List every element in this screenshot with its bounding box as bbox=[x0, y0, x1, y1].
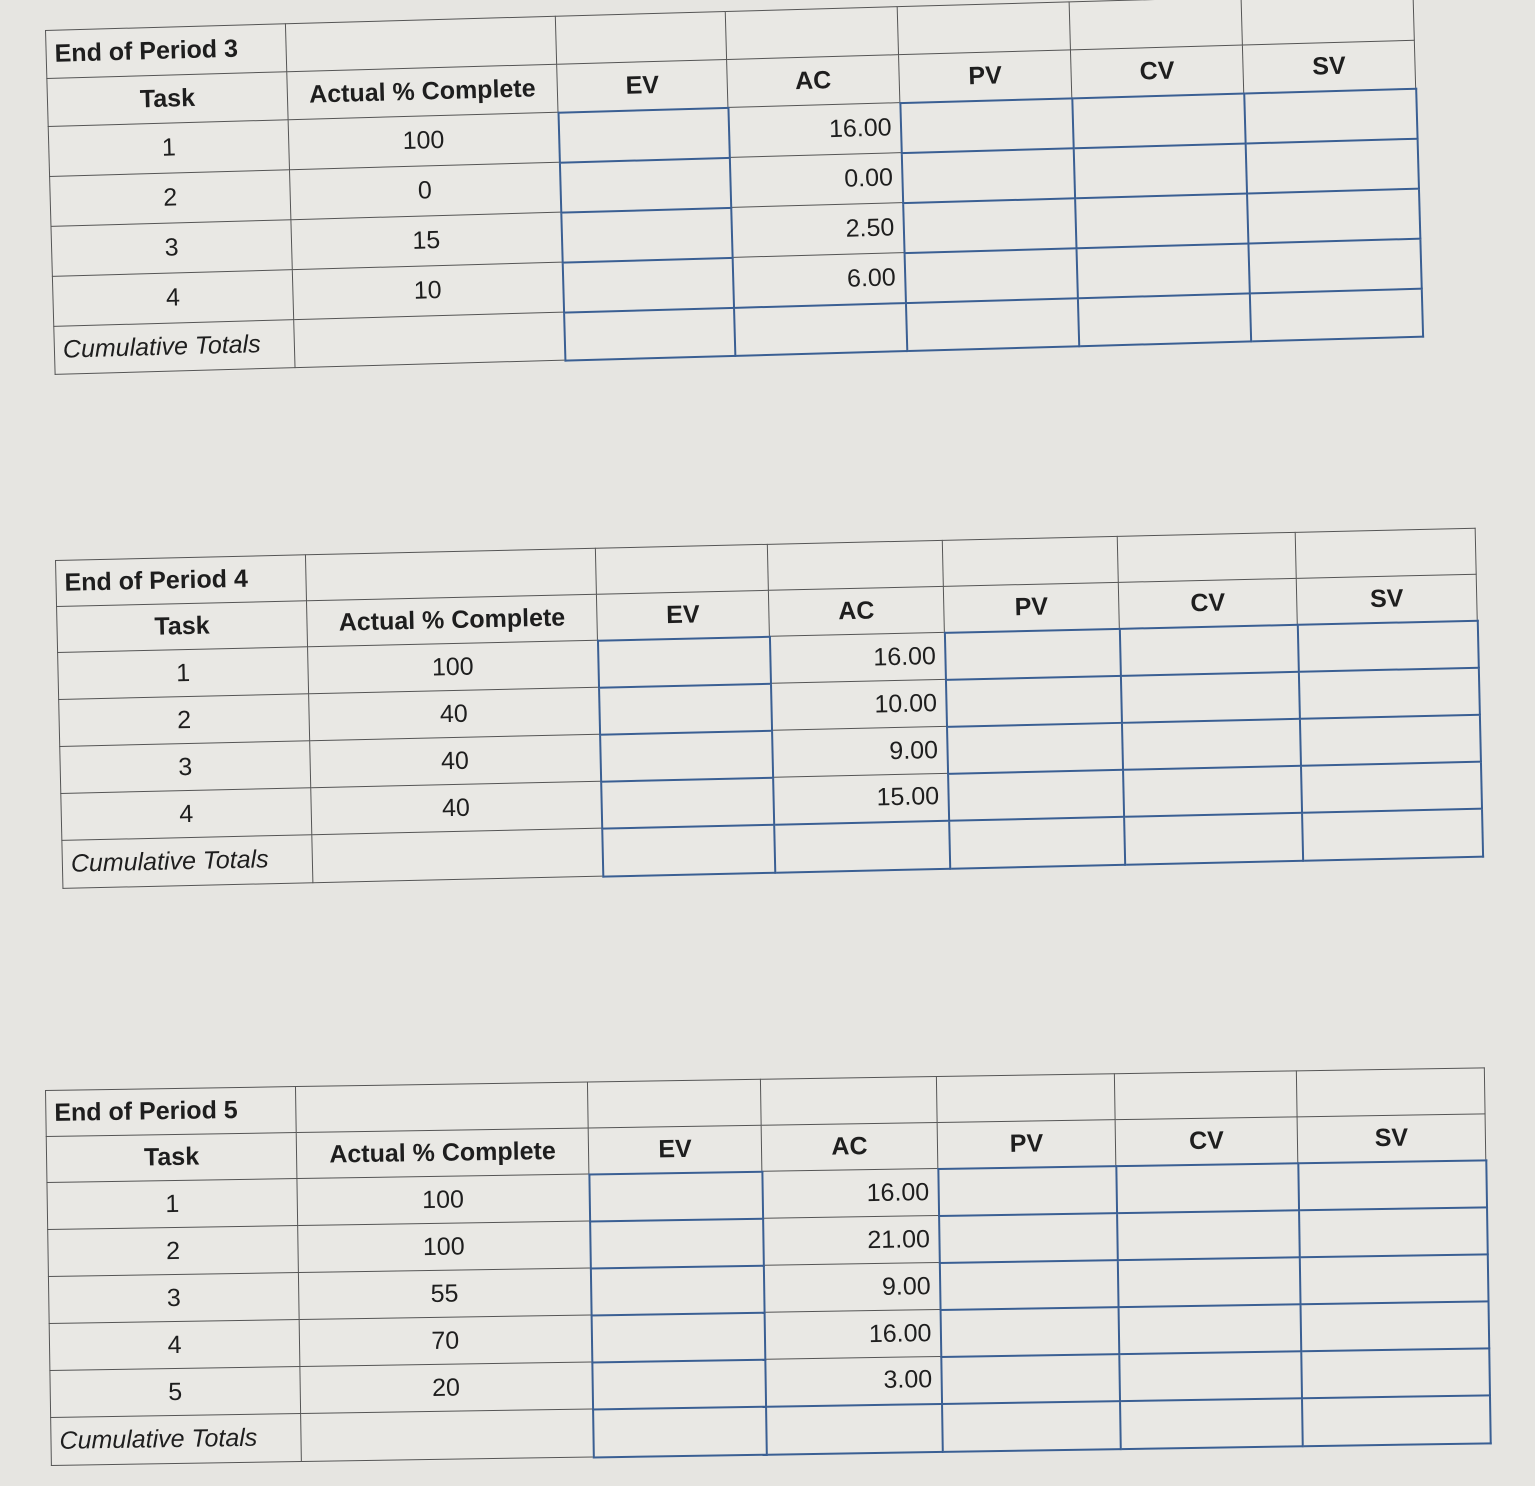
blank-cell bbox=[555, 11, 726, 64]
percent-complete: 10 bbox=[292, 262, 563, 320]
ac-value: 16.00 bbox=[728, 103, 901, 158]
period-5-table-wrap bbox=[45, 1067, 1491, 1466]
percent-header: Actual % Complete bbox=[296, 1128, 589, 1179]
pv-header: PV bbox=[937, 1120, 1116, 1169]
sv-input-cell[interactable] bbox=[1245, 138, 1418, 193]
ac-value: 16.00 bbox=[764, 1309, 941, 1359]
ac-value: 3.00 bbox=[765, 1356, 942, 1406]
ac-value: 10.00 bbox=[770, 679, 946, 730]
ac-header: AC bbox=[761, 1122, 938, 1171]
ev-header: EV bbox=[596, 590, 769, 640]
blank-cell bbox=[301, 1409, 594, 1462]
blank-cell bbox=[1117, 532, 1296, 582]
percent-complete: 100 bbox=[298, 1221, 591, 1273]
percent-complete: 100 bbox=[308, 640, 599, 694]
cv-total-cell[interactable] bbox=[1124, 812, 1303, 864]
ac-value: 9.00 bbox=[772, 726, 948, 777]
period-5-table bbox=[45, 1067, 1491, 1466]
ev-input-cell[interactable] bbox=[562, 257, 733, 312]
blank-cell bbox=[725, 7, 898, 60]
sv-total-cell[interactable] bbox=[1302, 808, 1483, 860]
blank-cell bbox=[294, 312, 565, 368]
blank-cell bbox=[312, 828, 603, 883]
ac-value: 2.50 bbox=[731, 203, 904, 258]
ac-value: 0.00 bbox=[729, 153, 902, 208]
cv-input-cell[interactable] bbox=[1116, 1163, 1299, 1213]
pv-input-cell[interactable] bbox=[901, 148, 1074, 203]
sv-input-cell[interactable] bbox=[1299, 1207, 1488, 1257]
task-number: 2 bbox=[50, 170, 291, 227]
sv-input-cell[interactable] bbox=[1299, 714, 1480, 765]
sv-input-cell[interactable] bbox=[1301, 1348, 1490, 1398]
ac-total-cell[interactable] bbox=[734, 303, 907, 356]
cv-input-cell[interactable] bbox=[1118, 1304, 1301, 1354]
ev-input-cell[interactable] bbox=[590, 1218, 764, 1268]
period-3-table-wrap bbox=[45, 0, 1424, 375]
sv-header: SV bbox=[1296, 574, 1477, 624]
percent-complete: 15 bbox=[291, 212, 562, 270]
ev-input-cell[interactable] bbox=[558, 107, 729, 162]
task-header: Task bbox=[46, 1133, 297, 1183]
pv-header: PV bbox=[899, 50, 1072, 103]
period-4-table-wrap bbox=[55, 528, 1484, 890]
period-4-table bbox=[55, 528, 1484, 890]
pv-header: PV bbox=[943, 582, 1119, 632]
cv-header: CV bbox=[1070, 45, 1243, 98]
cv-input-cell[interactable] bbox=[1123, 765, 1302, 816]
sv-header: SV bbox=[1297, 1114, 1486, 1163]
percent-complete: 55 bbox=[298, 1268, 591, 1320]
ev-input-cell[interactable] bbox=[589, 1171, 763, 1221]
ev-input-cell[interactable] bbox=[559, 157, 730, 212]
blank-cell bbox=[1241, 0, 1414, 45]
percent-header: Actual % Complete bbox=[306, 594, 597, 647]
blank-cell bbox=[1295, 528, 1476, 578]
pv-input-cell[interactable] bbox=[940, 1307, 1119, 1357]
task-number: 4 bbox=[52, 270, 293, 327]
task-number: 5 bbox=[50, 1367, 301, 1418]
ac-header: AC bbox=[768, 586, 944, 636]
pv-input-cell[interactable] bbox=[904, 248, 1077, 303]
ev-input-cell[interactable] bbox=[591, 1312, 765, 1362]
blank-cell bbox=[595, 544, 768, 594]
blank-cell bbox=[1296, 1068, 1485, 1117]
blank-cell bbox=[760, 1076, 937, 1125]
ev-input-cell[interactable] bbox=[600, 730, 773, 781]
sv-input-cell[interactable] bbox=[1248, 238, 1421, 293]
percent-complete: 70 bbox=[299, 1315, 592, 1367]
blank-cell bbox=[942, 536, 1118, 586]
ev-input-cell[interactable] bbox=[599, 683, 772, 734]
cumulative-totals-label: Cumulative Totals bbox=[54, 320, 295, 375]
task-number: 1 bbox=[47, 1179, 298, 1230]
task-header: Task bbox=[47, 72, 288, 127]
percent-complete: 100 bbox=[288, 112, 559, 170]
cv-input-cell[interactable] bbox=[1073, 143, 1246, 198]
task-number: 4 bbox=[61, 788, 312, 841]
period-title: End of Period 5 bbox=[46, 1087, 297, 1137]
ac-total-cell[interactable] bbox=[774, 820, 950, 872]
percent-complete: 40 bbox=[310, 734, 601, 788]
ev-input-cell[interactable] bbox=[597, 636, 770, 687]
pv-input-cell[interactable] bbox=[903, 198, 1076, 253]
ev-header: EV bbox=[557, 59, 728, 112]
blank-cell bbox=[1114, 1071, 1297, 1120]
ac-header: AC bbox=[727, 55, 900, 108]
cv-input-cell[interactable] bbox=[1119, 1351, 1302, 1401]
cv-input-cell[interactable] bbox=[1117, 1257, 1300, 1307]
pv-input-cell[interactable] bbox=[941, 1354, 1120, 1404]
pv-input-cell[interactable] bbox=[939, 1260, 1118, 1310]
ac-value: 16.00 bbox=[762, 1168, 939, 1218]
cumulative-totals-label: Cumulative Totals bbox=[62, 835, 313, 889]
ac-value: 16.00 bbox=[769, 632, 945, 683]
blank-cell bbox=[767, 540, 943, 590]
cv-input-cell[interactable] bbox=[1117, 1210, 1300, 1260]
percent-complete: 40 bbox=[311, 781, 602, 835]
ac-value: 9.00 bbox=[763, 1262, 940, 1312]
task-number: 1 bbox=[58, 647, 309, 700]
sv-input-cell[interactable] bbox=[1247, 188, 1420, 243]
ev-header: EV bbox=[588, 1125, 762, 1174]
pv-input-cell[interactable] bbox=[945, 675, 1121, 726]
sv-input-cell[interactable] bbox=[1298, 667, 1479, 718]
blank-cell bbox=[1069, 0, 1242, 50]
cv-input-cell[interactable] bbox=[1121, 718, 1300, 769]
cv-header: CV bbox=[1118, 578, 1297, 628]
task-number: 1 bbox=[48, 120, 289, 177]
sv-input-cell[interactable] bbox=[1298, 1160, 1487, 1210]
ev-input-cell[interactable] bbox=[561, 207, 732, 262]
task-number: 4 bbox=[49, 1320, 300, 1371]
pv-input-cell[interactable] bbox=[900, 98, 1073, 153]
cv-total-cell[interactable] bbox=[1077, 293, 1250, 346]
cv-input-cell[interactable] bbox=[1120, 671, 1299, 722]
sv-header: SV bbox=[1242, 40, 1415, 93]
sv-input-cell[interactable] bbox=[1300, 761, 1481, 812]
sv-input-cell[interactable] bbox=[1297, 620, 1478, 671]
ac-total-cell[interactable] bbox=[766, 1403, 943, 1454]
period-3-table bbox=[45, 0, 1424, 375]
task-header: Task bbox=[57, 601, 308, 653]
task-number: 2 bbox=[59, 694, 310, 747]
ev-total-cell[interactable] bbox=[593, 1406, 767, 1457]
pv-total-cell[interactable] bbox=[905, 298, 1078, 351]
sv-input-cell[interactable] bbox=[1300, 1301, 1489, 1351]
pv-total-cell[interactable] bbox=[949, 816, 1125, 868]
pv-input-cell[interactable] bbox=[939, 1213, 1118, 1263]
cv-input-cell[interactable] bbox=[1119, 624, 1298, 675]
pv-total-cell[interactable] bbox=[942, 1401, 1121, 1452]
cv-input-cell[interactable] bbox=[1076, 243, 1249, 298]
task-number: 2 bbox=[48, 1226, 299, 1277]
ev-input-cell[interactable] bbox=[601, 777, 774, 828]
ev-input-cell[interactable] bbox=[590, 1265, 764, 1315]
percent-complete: 40 bbox=[309, 687, 600, 741]
sv-input-cell[interactable] bbox=[1244, 88, 1417, 143]
sv-total-cell[interactable] bbox=[1249, 288, 1422, 341]
ac-value: 21.00 bbox=[763, 1215, 940, 1265]
sv-total-cell[interactable] bbox=[1301, 1395, 1490, 1446]
percent-header: Actual % Complete bbox=[287, 64, 558, 120]
pv-input-cell[interactable] bbox=[944, 628, 1120, 679]
cv-input-cell[interactable] bbox=[1072, 93, 1245, 148]
percent-complete: 0 bbox=[289, 162, 560, 220]
cumulative-totals-label: Cumulative Totals bbox=[51, 1414, 302, 1466]
ev-total-cell[interactable] bbox=[564, 307, 735, 360]
ev-total-cell[interactable] bbox=[602, 824, 775, 876]
ac-value: 6.00 bbox=[732, 253, 905, 308]
pv-input-cell[interactable] bbox=[947, 722, 1123, 773]
cv-header: CV bbox=[1115, 1117, 1298, 1166]
task-number: 3 bbox=[60, 741, 311, 794]
blank-cell bbox=[587, 1079, 761, 1128]
ac-value: 15.00 bbox=[773, 773, 949, 824]
blank-cell bbox=[285, 16, 556, 72]
pv-input-cell[interactable] bbox=[938, 1166, 1117, 1216]
sv-input-cell[interactable] bbox=[1299, 1254, 1488, 1304]
cv-input-cell[interactable] bbox=[1075, 193, 1248, 248]
period-title: End of Period 3 bbox=[46, 24, 287, 79]
pv-input-cell[interactable] bbox=[948, 769, 1124, 820]
percent-complete: 20 bbox=[300, 1362, 593, 1414]
period-title: End of Period 4 bbox=[56, 555, 307, 607]
task-number: 3 bbox=[48, 1273, 299, 1324]
blank-cell bbox=[295, 1082, 588, 1133]
cv-total-cell[interactable] bbox=[1120, 1398, 1303, 1449]
ev-input-cell[interactable] bbox=[592, 1359, 766, 1409]
blank-cell bbox=[305, 548, 596, 601]
task-number: 3 bbox=[51, 220, 292, 277]
percent-complete: 100 bbox=[297, 1174, 590, 1226]
blank-cell bbox=[936, 1074, 1115, 1123]
blank-cell bbox=[897, 2, 1070, 55]
